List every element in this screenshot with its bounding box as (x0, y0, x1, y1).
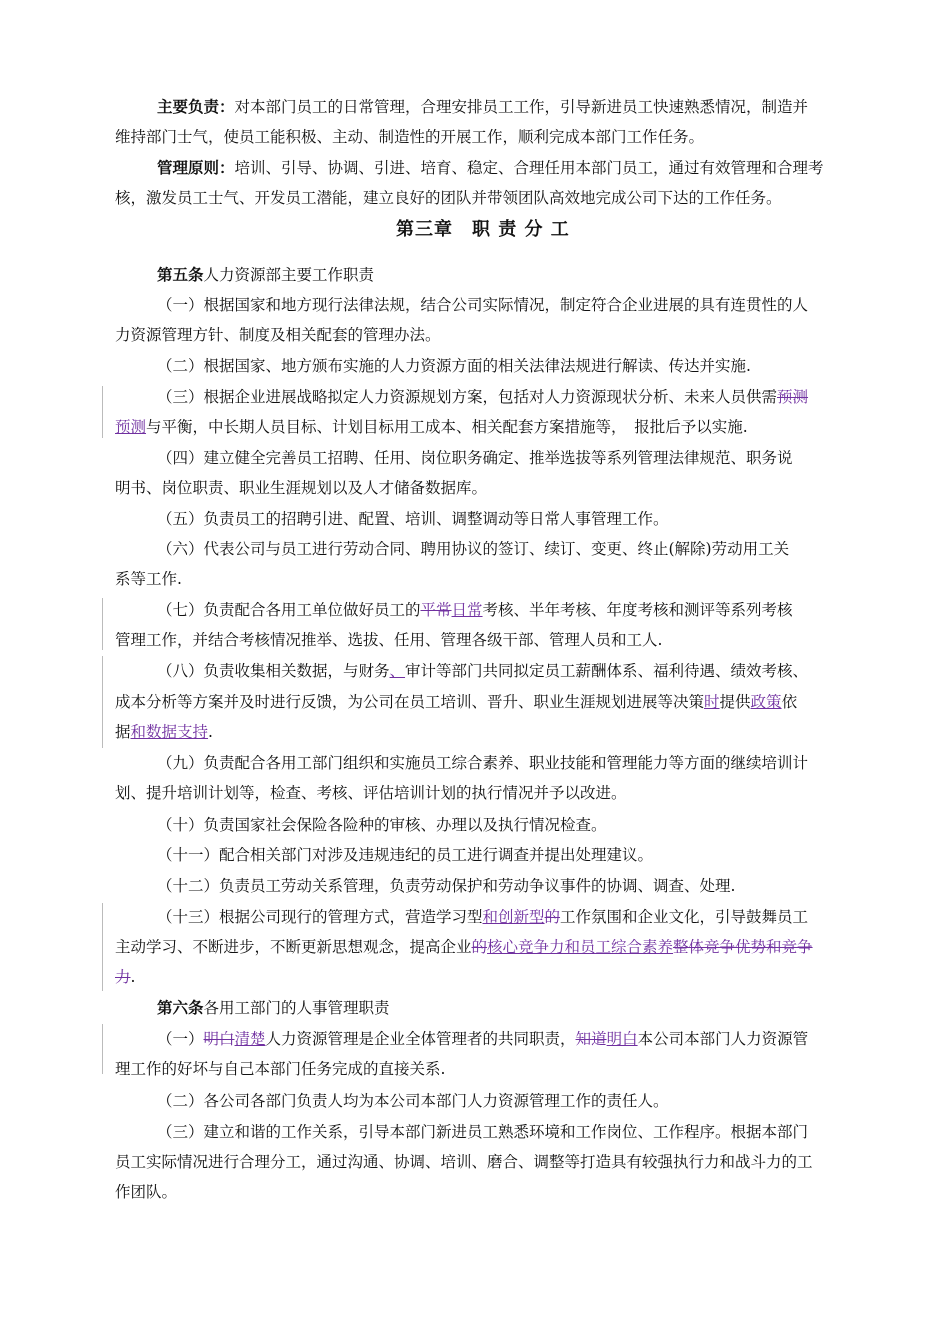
article5-item4-line2: 明书、岗位职责、职业生涯规划以及人才储备数据库。 (115, 479, 488, 497)
article5-item10-line1: （十）负责国家社会保险各险种的审核、办理以及执行情况检查。 (157, 816, 607, 834)
article5-item1-line2: 力资源管理方针、制度及相关配套的管理办法。 (115, 326, 441, 344)
article6-item3-line2: 员工实际情况进行合理分工，通过沟通、协调、培训、磨合、调整等打造具有较强执行力和战斗力的工 (115, 1153, 813, 1171)
article5-heading (157, 264, 374, 286)
article5-item8-line1: （八）负责收集相关数据，与财务、审计等部门共同拟定员工薪酬体系、福利待遇、绩效考核、 (157, 662, 809, 680)
change-bar (102, 1024, 103, 1074)
duties-label: 主要负责： (157, 97, 235, 116)
change-bar (102, 656, 103, 748)
inserted-text: 和数据支持 (130, 723, 209, 741)
inserted-text: 日常 (451, 601, 483, 619)
article5-item1-line1: （一）根据国家和地方现行法律法规，结合公司实际情况，制定符合企业进展的具有连贯性的人 (157, 296, 809, 314)
article6-heading (157, 997, 390, 1019)
article5-item3-line1: （三）根据企业进展战略拟定人力资源规划方案，包括对人力资源现状分析、未来人员供需预测 (157, 388, 809, 406)
inserted-text: 时 (704, 693, 720, 711)
article5-item7-line2: 管理工作，并结合考核情况推举、选拔、任用、管理各级干部、管理人员和工人. (115, 631, 663, 649)
article5-label: 第五条 (157, 265, 204, 284)
article5-item9-line1: （九）负责配合各用工部门组织和实施员工综合素养、职业技能和管理能力等方面的继续培训计 (157, 754, 809, 772)
change-bar (102, 386, 103, 438)
article5-item8-line3: 据和数据支持. (115, 723, 213, 741)
principles-line-1: 管理原则：培训、引导、协调、引进、培育、稳定、合理任用本部门员工，通过有效管理和合理考 (157, 158, 824, 177)
article5-item13-line1: （十三）根据公司现行的管理方式，营造学习型和创新型的工作氛围和企业文化，引导鼓舞员工 (157, 908, 809, 926)
article5-item4-line1: （四）建立健全完善员工招聘、任用、岗位职务确定、推举选拔等系列管理法律规范、职务说 (157, 449, 793, 467)
change-bar (102, 598, 103, 650)
article5-item5-line1: （五）负责员工的招聘引进、配置、培训、调整调动等日常人事管理工作。 (157, 510, 669, 528)
article6-item1-line2: 理工作的好坏与自己本部门任务完成的直接关系. (115, 1060, 446, 1078)
article5-item2-line1: （二）根据国家、地方颁布实施的人力资源方面的相关法律法规进行解读、传达并实施. (157, 357, 751, 375)
duties-line-2: 维持部门士气，使员工能积极、主动、制造性的开展工作，顺利完成本部门工作任务。 (115, 128, 705, 146)
article5-item7-line1: （七）负责配合各用工单位做好员工的平常日常考核、半年考核、年度考核和测评等系列考核 (157, 601, 793, 619)
change-bar (102, 903, 103, 991)
article6-item3-line1: （三）建立和谐的工作关系，引导本部门新进员工熟悉环境和工作岗位、工作程序。根据本部门 (157, 1123, 809, 1141)
chapter-title: 第三章 职 责 分 工 (396, 219, 570, 240)
article6-label: 第六条 (157, 998, 204, 1017)
inserted-text: 清楚 (234, 1030, 266, 1048)
deleted-text: 知道 (575, 1030, 607, 1048)
deleted-text: 明白 (203, 1030, 235, 1048)
deleted-text: 整体竞争优势和竞争 (673, 938, 813, 956)
article5-item12-line1: （十二）负责员工劳动关系管理，负责劳动保护和劳动争议事件的协调、调查、处理. (157, 877, 736, 895)
inserted-text: 和创新型 (482, 908, 545, 926)
article6-item2-line1: （二）各公司各部门负责人均为本公司本部门人力资源管理工作的责任人。 (157, 1092, 669, 1110)
article5-item6-line1: （六）代表公司与员工进行劳动合同、聘用协议的签订、续订、变更、终止(解除)劳动用工关 (157, 540, 790, 558)
article6-item3-line3: 作团队。 (115, 1183, 178, 1201)
article6-title: 各用工部门的人事管理职责 (203, 999, 390, 1017)
article6-item1-line1: （一）明白清楚人力资源管理是企业全体管理者的共同职责，知道明白本公司本部门人力资源管 (157, 1030, 809, 1048)
article5-title: 人力资源部主要工作职责 (203, 266, 375, 284)
inserted-text: 政策 (750, 693, 782, 711)
article5-item6-line2: 系等工作. (115, 570, 182, 588)
deleted-text: 的 (471, 938, 488, 956)
article5-item13-line3: 力. (115, 968, 136, 986)
article5-item3-line2: 预测与平衡，中长期人员目标、计划目标用工成本、相关配套方案措施等， 报批后予以实施. (115, 418, 748, 436)
inserted-text: 明白 (606, 1030, 638, 1048)
article5-item8-line2: 成本分析等方案并及时进行反馈，为公司在员工培训、晋升、职业生涯规划进展等决策时提供政策依 (115, 693, 798, 711)
article5-item13-line2: 主动学习、不断进步，不断更新思想观念，提高企业的核心竞争力和员工综合素养整体竞争优势和竞争 (115, 938, 813, 956)
inserted-text: 核心竞争力和员工综合素养 (487, 938, 674, 956)
principles-label: 管理原则： (157, 158, 235, 177)
article5-item9-line2: 划、提升培训计划等，检查、考核、评估培训计划的执行情况并予以改进。 (115, 784, 627, 802)
inserted-text: 、 (389, 662, 406, 680)
principles-line-2: 核，激发员工士气、开发员工潜能，建立良好的团队并带领团队高效地完成公司下达的工作任务。 (115, 189, 782, 207)
deleted-text: 的 (544, 908, 561, 926)
deleted-text: 力 (115, 968, 131, 986)
inserted-text: 预测 (115, 418, 147, 436)
duties-line-1: 主要负责：对本部门员工的日常管理，合理安排员工工作，引导新进员工快速熟悉情况，制造并 (157, 97, 809, 116)
article5-item11-line1: （十一）配合相关部门对涉及违规违纪的员工进行调查并提出处理建议。 (157, 846, 654, 864)
deleted-text: 预测 (777, 388, 809, 406)
deleted-text: 平常 (420, 601, 452, 619)
